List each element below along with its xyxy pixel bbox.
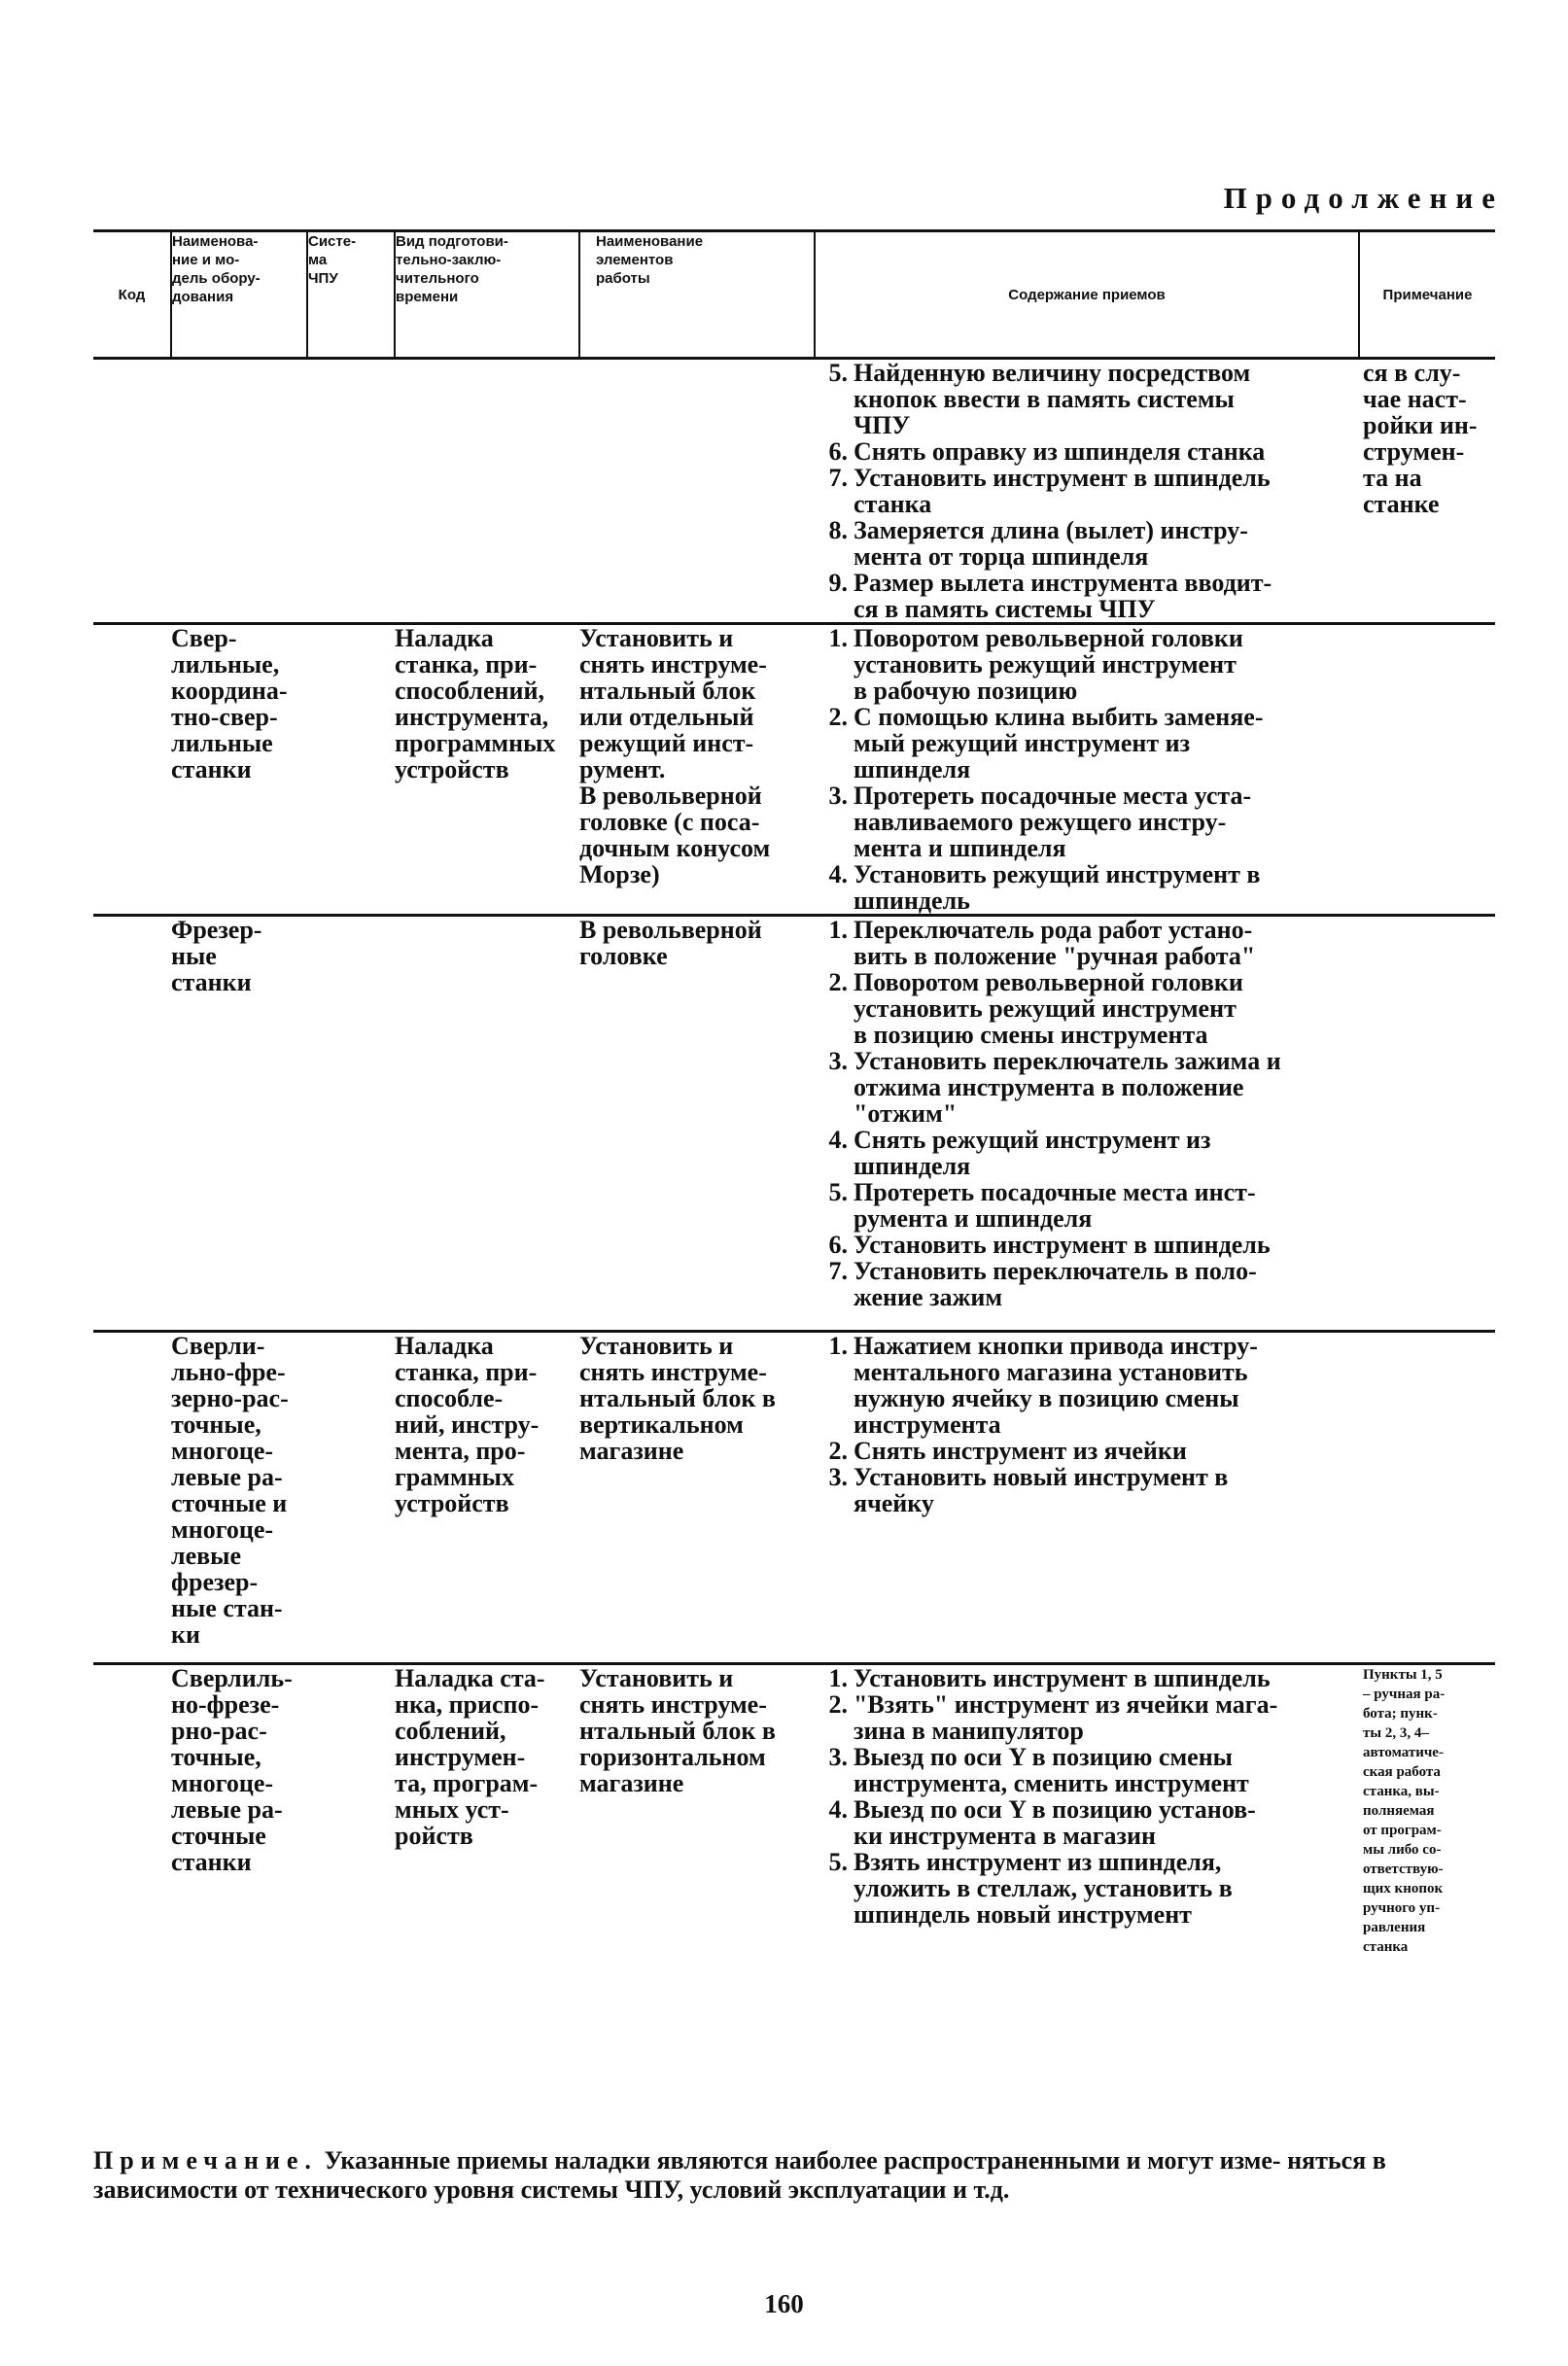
table-row <box>93 916 1495 1332</box>
step-text: Установить переключатель зажима и отжима инструмента в положение "отжим" <box>854 1047 1281 1128</box>
cell-equipment: Сверли- льно-фре- зерно-рас- точные, многоце- левые ра- сточные и многоце- левые фрезер- ные стан- ки <box>171 1332 307 1664</box>
list-item <box>815 704 1359 783</box>
step-number: 4. <box>828 1795 848 1824</box>
step-text: Снять инструмент из ячейки <box>854 1437 1187 1465</box>
cell-prep-type: Наладка станка, при- способлений, инструмента, программных устройств <box>395 624 579 916</box>
cell-prep-type <box>395 916 579 1332</box>
step-text: Взять инструмент из шпинделя, уложить в стеллаж, установить в шпиндель новый инструмент <box>854 1848 1233 1929</box>
step-number: 3. <box>828 1463 848 1491</box>
step-number: 1. <box>828 916 848 944</box>
list-item <box>815 360 1359 438</box>
step-number: 3. <box>828 782 848 810</box>
step-text: Выезд по оси Y в позицию установ- ки инструмента в магазин <box>854 1795 1256 1850</box>
cell-cnc-system <box>307 624 395 916</box>
step-number: 5. <box>828 1178 848 1206</box>
list-item <box>815 1438 1359 1464</box>
step-number: 1. <box>828 1664 848 1692</box>
cell-work-elements: Установить и снять инструме- нтальный блок в горизонтальном магазине <box>579 1664 815 1995</box>
step-number: 4. <box>828 1126 848 1154</box>
step-number: 6. <box>828 437 848 466</box>
step-number: 5. <box>828 359 848 387</box>
list-item <box>815 1333 1359 1438</box>
table-header-row <box>93 231 1495 359</box>
step-text: Установить инструмент в шпиндель <box>854 1664 1271 1692</box>
step-number: 7. <box>828 464 848 492</box>
header-prep-time-type: Вид подготови- тельно-заклю- чительного времени <box>395 231 579 359</box>
step-text: Найденную величину посредством кнопок ввести в память системы ЧПУ <box>854 359 1251 439</box>
footnote <box>93 2146 1499 2205</box>
step-number: 3. <box>828 1047 848 1075</box>
step-number: 2. <box>828 1690 848 1719</box>
cell-prep-type: Наладка станка, при- способле- ний, инстру- мента, про- граммных устройств <box>395 1332 579 1664</box>
step-text: Поворотом револьверной головки установить режущий инструмент в рабочую позицию <box>854 624 1243 705</box>
step-text: Установить режущий инструмент в шпиндель <box>854 860 1261 915</box>
list-item <box>815 1179 1359 1232</box>
step-number: 1. <box>828 1332 848 1360</box>
cell-prep-type: Наладка ста- нка, приспо- соблений, инструмен- та, програм- мных уст- ройств <box>395 1664 579 1995</box>
cell-techniques <box>815 359 1359 624</box>
step-text: Замеряется длина (вылет) инстру- мента от торца шпинделя <box>854 516 1248 571</box>
list-item <box>815 861 1359 914</box>
list-item <box>815 1464 1359 1516</box>
cell-cnc-system <box>307 1664 395 1995</box>
table-row <box>93 359 1495 624</box>
continuation-label: Продолжение <box>1223 181 1504 215</box>
step-number: 8. <box>828 516 848 544</box>
list-item <box>815 517 1359 570</box>
cell-equipment <box>171 359 307 624</box>
step-text: "Взять" инструмент из ячейки мага- зина в манипулятор <box>854 1690 1278 1745</box>
step-text: Выезд по оси Y в позицию смены инструмента, сменить инструмент <box>854 1743 1249 1797</box>
step-number: 5. <box>828 1848 848 1876</box>
table-row <box>93 1332 1495 1664</box>
cell-work-elements: Установить и снять инструме- нтальный блок в вертикальном магазине <box>579 1332 815 1664</box>
cell-cnc-system <box>307 359 395 624</box>
step-number: 2. <box>828 1437 848 1465</box>
cell-note: ся в слу- чае наст- ройки ин- струмен- та на станке <box>1363 359 1478 518</box>
technique-list <box>815 360 1359 622</box>
step-number: 7. <box>828 1257 848 1285</box>
technique-list <box>815 1333 1359 1516</box>
header-code: Код <box>93 231 171 359</box>
step-text: Нажатием кнопки привода инстру- ментального магазина установить нужную ячейку в позицию смены инструмента <box>854 1332 1258 1439</box>
list-item <box>815 570 1359 622</box>
header-cnc-system: Систе- ма ЧПУ <box>307 231 395 359</box>
header-work-elements: Наименование элементов работы <box>579 231 815 359</box>
step-text: Установить инструмент в шпиндель станка <box>854 464 1271 518</box>
step-number: 4. <box>828 860 848 888</box>
cell-techniques <box>815 1664 1359 1995</box>
cell-note <box>1359 916 1495 1332</box>
list-item <box>815 969 1359 1048</box>
cell-code <box>93 1664 171 1995</box>
cell-work-elements: Установить и снять инструме- нтальный блок или отдельный режущий инст- румент. В револьверной головке (с поса- дочным конусом Морзе) <box>579 624 815 916</box>
footnote-label: Примечание. <box>93 2146 318 2175</box>
list-item <box>815 783 1359 861</box>
cell-prep-type <box>395 359 579 624</box>
cell-equipment: Фрезер- ные станки <box>171 916 307 1332</box>
step-number: 2. <box>828 703 848 731</box>
list-item <box>815 1048 1359 1127</box>
step-text: Установить новый инструмент в ячейку <box>854 1463 1229 1517</box>
header-technique-content: Содержание приемов <box>815 231 1359 359</box>
table-row <box>93 1664 1495 1995</box>
header-equipment: Наименова- ние и мо- дель обору- дования <box>171 231 307 359</box>
cell-techniques <box>815 624 1359 916</box>
cell-code <box>93 359 171 624</box>
cell-work-elements: В револьверной головке <box>579 916 815 1332</box>
technique-list <box>815 625 1359 914</box>
list-item <box>815 1127 1359 1179</box>
step-text: Снять режущий инструмент из шпинделя <box>854 1126 1211 1180</box>
step-number: 6. <box>828 1231 848 1259</box>
technique-list <box>815 1665 1359 1928</box>
header-note: Примечание <box>1359 231 1495 359</box>
step-text: Размер вылета инструмента вводит- ся в память системы ЧПУ <box>854 569 1272 623</box>
footnote-text: Указанные приемы наладки являются наиболее распространенными и могут изме- няться в зависимости от технического уровня системы ЧПУ, условий эксплуатации и т.д. <box>93 2146 1386 2204</box>
technique-list <box>815 917 1359 1310</box>
list-item <box>815 465 1359 517</box>
step-text: Установить инструмент в шпиндель <box>854 1231 1271 1259</box>
list-item <box>815 1665 1359 1691</box>
cell-techniques <box>815 1332 1359 1664</box>
cell-code <box>93 624 171 916</box>
list-item <box>815 1691 1359 1744</box>
step-number: 3. <box>828 1743 848 1771</box>
cell-code <box>93 1332 171 1664</box>
list-item <box>815 917 1359 969</box>
cell-note <box>1359 624 1495 916</box>
step-text: Снять оправку из шпинделя станка <box>854 437 1266 466</box>
cell-cnc-system <box>307 1332 395 1664</box>
cell-note: Пункты 1, 5 – ручная ра- бота; пунк- ты 2, 3, 4– автоматиче- ская работа станка, вы- полняемая от програм- мы либо со- ответствую- щих кнопок ручного уп- равления станка <box>1359 1664 1495 1995</box>
step-text: Протереть посадочные места уста- навливаемого режущего инстру- мента и шпинделя <box>854 782 1252 862</box>
cell-code <box>93 916 171 1332</box>
cell-equipment: Свер- лильные, координа- тно-свер- лильные станки <box>171 624 307 916</box>
list-item <box>815 1744 1359 1796</box>
table-row <box>93 624 1495 916</box>
step-number: 2. <box>828 968 848 996</box>
page-number: 160 <box>764 2289 804 2318</box>
cell-work-elements <box>579 359 815 624</box>
cell-equipment: Сверлиль- но-фрезе- рно-рас- точные, многоце- левые ра- сточные станки <box>171 1664 307 1995</box>
cell-cnc-system <box>307 916 395 1332</box>
list-item <box>815 1796 1359 1849</box>
list-item <box>815 625 1359 704</box>
step-text: Переключатель рода работ устано- вить в положение "ручная работа" <box>854 916 1256 970</box>
list-item <box>815 438 1359 465</box>
step-text: Протереть посадочные места инст- румента и шпинделя <box>854 1178 1256 1233</box>
cell-note <box>1359 1332 1495 1664</box>
step-text: Установить переключатель в поло- жение зажим <box>854 1257 1257 1311</box>
step-text: С помощью клина выбить заменяе- мый режущий инструмент из шпинделя <box>854 703 1264 783</box>
step-number: 9. <box>828 569 848 597</box>
step-number: 1. <box>828 624 848 652</box>
list-item <box>815 1849 1359 1928</box>
list-item <box>815 1258 1359 1310</box>
list-item <box>815 1232 1359 1258</box>
setup-techniques-table <box>93 229 1495 1995</box>
cell-techniques <box>815 916 1359 1332</box>
step-text: Поворотом револьверной головки установить режущий инструмент в позицию смены инструмента <box>854 968 1243 1049</box>
